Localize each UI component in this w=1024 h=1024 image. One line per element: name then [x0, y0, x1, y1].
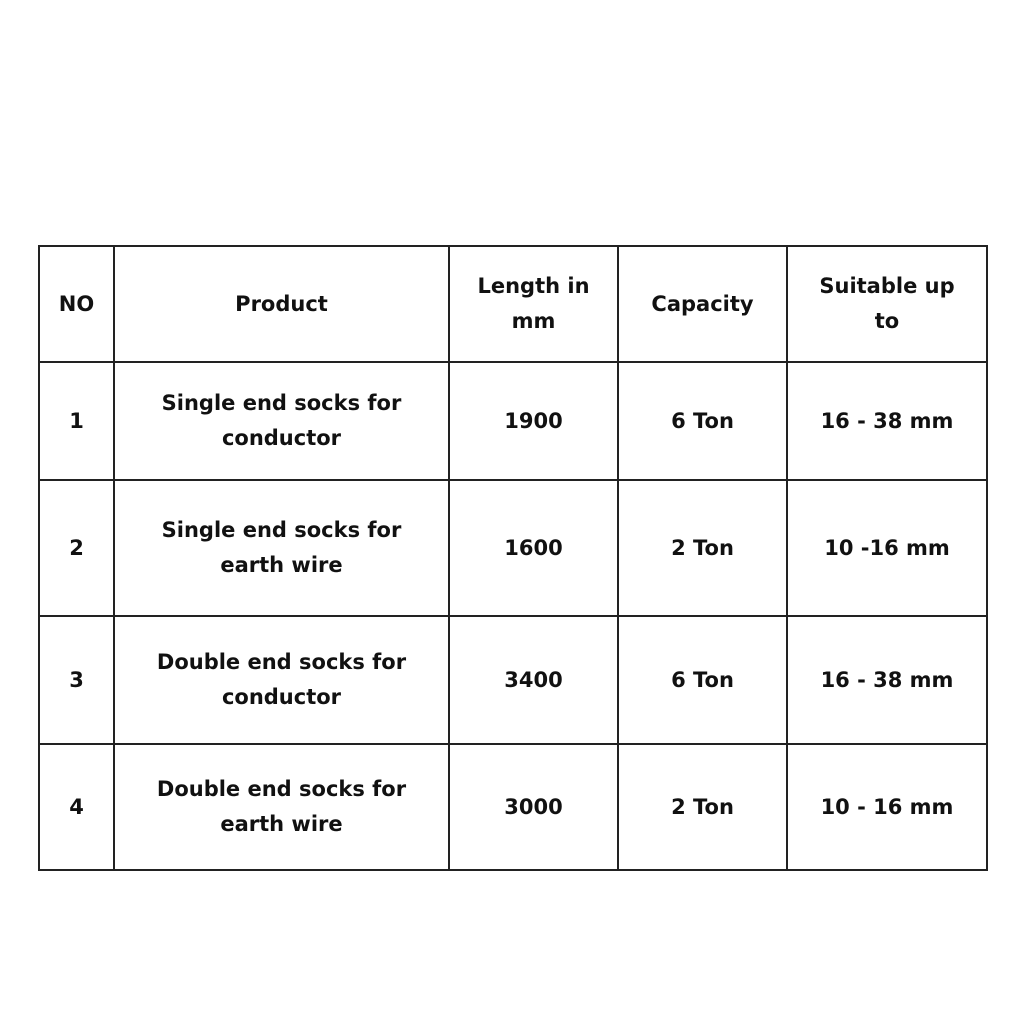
cell-suitable: 10 -16 mm — [787, 480, 987, 616]
cell-no: 1 — [39, 362, 114, 480]
cell-product — [114, 744, 449, 870]
cell-length: 3400 — [449, 616, 618, 744]
table-row — [39, 616, 987, 744]
header-product: Product — [114, 246, 449, 362]
cell-suitable: 16 - 38 mm — [787, 616, 987, 744]
cell-no: 3 — [39, 616, 114, 744]
cell-product-line1: Double end socks for — [156, 777, 407, 801]
table-row — [39, 744, 987, 870]
cell-product-line2: earth wire — [220, 553, 343, 577]
header-suitable-line1: Suitable up — [819, 274, 955, 298]
cell-product-line2: conductor — [221, 685, 342, 709]
cell-product — [114, 362, 449, 480]
cell-product-line2: earth wire — [220, 812, 343, 836]
cell-capacity: 2 Ton — [618, 480, 787, 616]
product-spec-table — [38, 245, 988, 871]
table-row — [39, 480, 987, 616]
cell-product-line1: Single end socks for — [161, 391, 402, 415]
header-suitable — [787, 246, 987, 362]
header-no: NO — [39, 246, 114, 362]
table-row — [39, 362, 987, 480]
cell-product — [114, 480, 449, 616]
header-capacity: Capacity — [618, 246, 787, 362]
cell-length: 1900 — [449, 362, 618, 480]
header-length — [449, 246, 618, 362]
header-length-line1: Length in — [477, 274, 590, 298]
cell-product-line2: conductor — [221, 426, 342, 450]
cell-length: 3000 — [449, 744, 618, 870]
cell-no: 4 — [39, 744, 114, 870]
product-spec-table-container — [38, 245, 986, 871]
cell-product — [114, 616, 449, 744]
cell-capacity: 2 Ton — [618, 744, 787, 870]
cell-suitable: 10 - 16 mm — [787, 744, 987, 870]
cell-capacity: 6 Ton — [618, 616, 787, 744]
cell-capacity: 6 Ton — [618, 362, 787, 480]
header-length-line2: mm — [511, 309, 556, 333]
cell-no: 2 — [39, 480, 114, 616]
cell-product-line1: Double end socks for — [156, 650, 407, 674]
header-suitable-line2: to — [874, 309, 900, 333]
table-header-row — [39, 246, 987, 362]
cell-length: 1600 — [449, 480, 618, 616]
cell-suitable: 16 - 38 mm — [787, 362, 987, 480]
cell-product-line1: Single end socks for — [161, 518, 402, 542]
